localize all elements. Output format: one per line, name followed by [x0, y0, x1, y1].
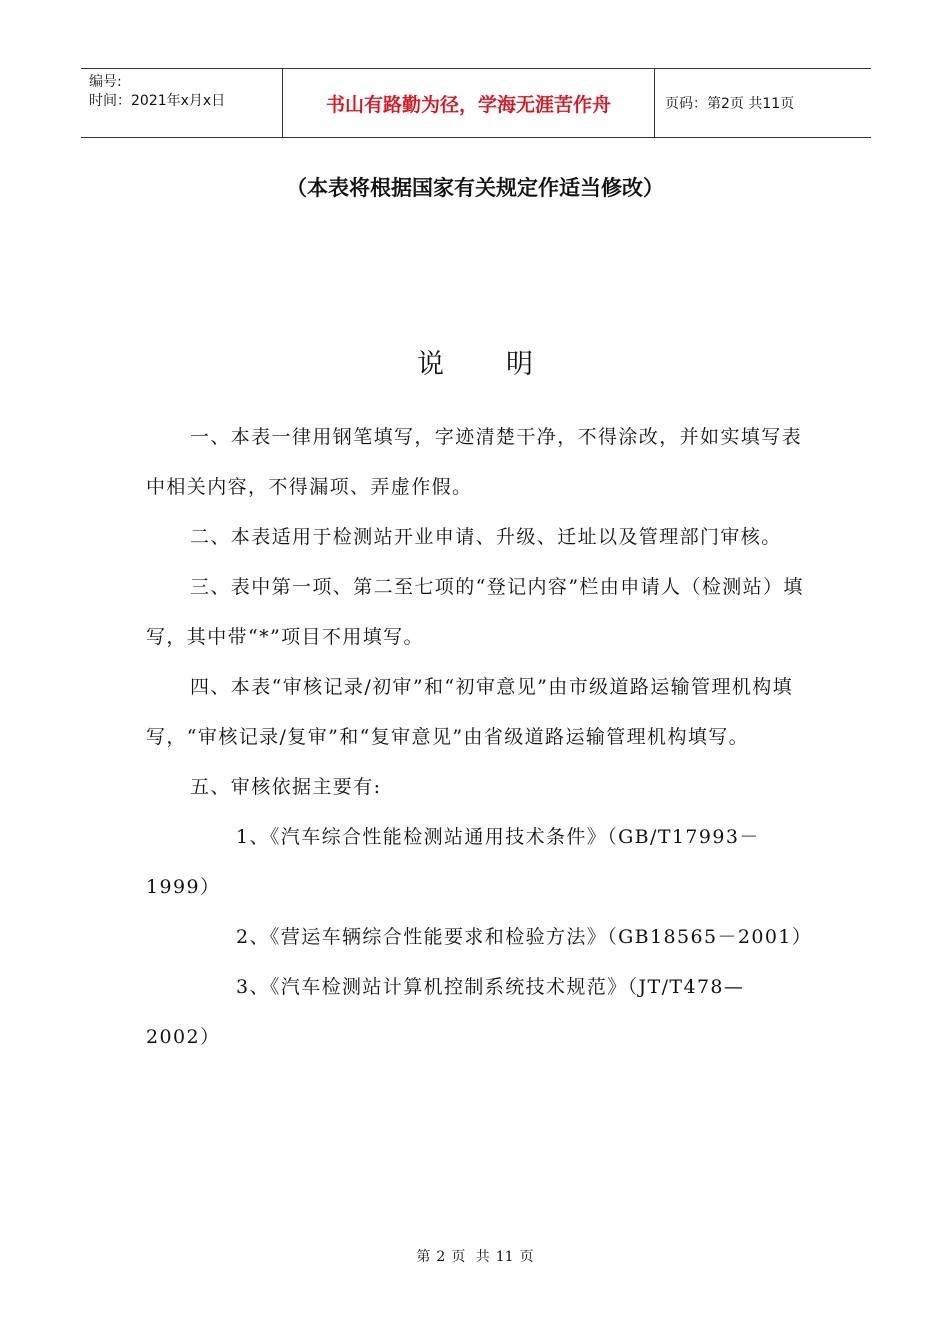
- instruction-paragraph-3: 三、表中第一项、第二至七项的“登记内容”栏由申请人（检测站）填写，其中带“*”项目不用填写。: [146, 576, 804, 648]
- revision-notice: （本表将根据国家有关规定作适当修改）: [286, 176, 664, 200]
- footer-middle: 页 共: [451, 1249, 490, 1265]
- footer-prefix: 第: [416, 1249, 431, 1265]
- instructions-body: [146, 412, 813, 1062]
- footer-total-pages: 11: [495, 1249, 514, 1265]
- footer-suffix: 页: [519, 1249, 534, 1265]
- instruction-paragraph-1: 一、本表一律用钢笔填写，字迹清楚干净，不得涂改，并如实填写表中相关内容，不得漏项、弄虚作假。: [146, 426, 803, 498]
- reference-standard-2: 2、《营运车辆综合性能要求和检验方法》（GB18565－2001）: [236, 926, 813, 948]
- header-meta-cell: [81, 69, 283, 137]
- document-time: 时间：2021年x月x日: [89, 93, 226, 109]
- section-title: 说明: [417, 349, 595, 380]
- instruction-paragraph-5: 五、审核依据主要有:: [190, 776, 382, 798]
- reference-standard-1: 1、《汽车综合性能检测站通用技术条件》（GB/T17993－1999）: [146, 826, 760, 898]
- reference-standard-3: 3、《汽车检测站计算机控制系统技术规范》（JT/T478—2002）: [146, 976, 745, 1048]
- page-footer: [0, 1246, 950, 1266]
- header-slogan: 书山有路勤为径，学海无涯苦作舟: [283, 69, 655, 137]
- instruction-paragraph-4: 四、本表“审核记录/初审”和“初审意见”由市级道路运输管理机构填写，“审核记录/复审”和“复审意见”由省级道路运输管理机构填写。: [146, 676, 794, 748]
- instruction-paragraph-2: 二、本表适用于检测站开业申请、升级、迁址以及管理部门审核。: [190, 526, 782, 548]
- document-number-label: 编号:: [89, 74, 122, 90]
- header-page-info: 页码：第2页 共11页: [665, 96, 795, 112]
- footer-current-page: 2: [436, 1249, 446, 1265]
- header-table: [81, 68, 871, 138]
